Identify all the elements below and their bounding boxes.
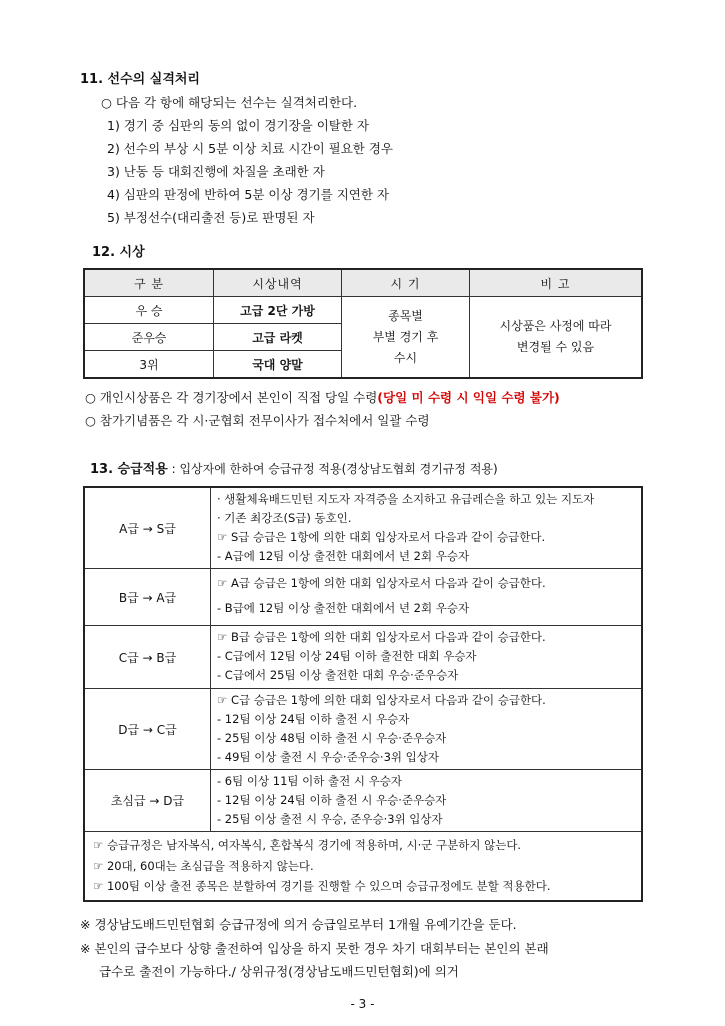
rule-line: - C급에서 25팀 이상 출전한 대회 우승·준우승자 <box>217 668 459 682</box>
rule-line: ☞ A급 승급은 1항에 의한 대회 입상자로서 다음과 같이 승급한다. <box>217 576 546 590</box>
table-row <box>84 626 642 689</box>
award-table <box>83 268 643 379</box>
timing-line: 종목별 <box>388 308 423 323</box>
rule-line: - 6팀 이상 11팀 이하 출전 시 우승자 <box>217 774 402 788</box>
upward-entry-note: ※ 본인의 급수보다 상향 출전하여 입상을 하지 못한 경우 차기 대회부터는 본인의 본래 <box>80 941 549 956</box>
upward-entry-note-cont: 급수로 출전이 가능하다./ 상위규정(경상남도배드민턴협회)에 의거 <box>99 964 459 979</box>
disqualify-item: 4) 심판의 판정에 반하여 5분 이상 경기를 지연한 자 <box>107 187 389 202</box>
rule-line: · 기존 최강조(S급) 동호인. <box>217 511 352 525</box>
note-line: ☞ 100팀 이상 출전 종목은 분할하여 경기를 진행할 수 있으며 승급규정에도 분할 적용한다. <box>93 879 551 893</box>
rank-cell: 준우승 <box>84 324 214 351</box>
section-11-intro: ○ 다음 각 항에 해당되는 선수는 실격처리한다. <box>101 95 358 110</box>
personal-prize-text: ○ 개인시상품은 각 경기장에서 본인이 직접 당일 수령 <box>85 390 378 405</box>
remark-line: 변경될 수 있음 <box>516 340 595 354</box>
rule-line: - 25팀 이상 출전 시 우승, 준우승·3위 입상자 <box>217 812 443 826</box>
award-table-header <box>84 269 642 297</box>
grade-rules <box>211 487 643 569</box>
promotion-notes <box>84 832 642 901</box>
note-line: ☞ 승급규정은 남자복식, 여자복식, 혼합복식 경기에 적용하며, 시·군 구분하지 않는다. <box>93 838 522 852</box>
rule-line: - B급에 12팀 이상 출전한 대회에서 년 2회 우승자 <box>217 601 470 615</box>
souvenir-note: ○ 참가기념품은 각 시·군협회 전무이사가 접수처에서 일괄 수령 <box>85 413 430 428</box>
timing-cell <box>342 297 470 379</box>
prize-cell: 고급 2단 가방 <box>214 297 342 324</box>
rank-cell: 우 승 <box>84 297 214 324</box>
section-13-subtitle: : 입상자에 한하여 승급규정 적용(경상남도협회 경기규정 적용) <box>167 462 498 476</box>
table-row <box>84 770 642 832</box>
page-number: - 3 - <box>350 997 375 1011</box>
disqualify-item: 1) 경기 중 심판의 동의 없이 경기장을 이탈한 자 <box>107 118 369 133</box>
rule-line: - A급에 12팀 이상 출전한 대회에서 년 2회 우승자 <box>217 549 470 563</box>
rule-line: ☞ B급 승급은 1항에 의한 대회 입상자로서 다음과 같이 승급한다. <box>217 630 546 644</box>
remark-cell <box>470 297 643 379</box>
grade-rules <box>211 569 643 626</box>
rule-line: · 생활체육배드민턴 지도자 자격증을 소지하고 유급레슨을 하고 있는 지도자 <box>217 492 595 506</box>
grade-rules <box>211 770 643 832</box>
disqualify-item: 5) 부정선수(대리출전 등)로 판명된 자 <box>107 210 315 225</box>
rule-line: ☞ S급 승급은 1항에 의한 대회 입상자로서 다음과 같이 승급한다. <box>217 530 546 544</box>
header-cell: 비 고 <box>470 269 643 297</box>
grace-period-note: ※ 경상남도배드민턴협회 승급규정에 의거 승급일로부터 1개월 유예기간을 둔다. <box>80 917 517 932</box>
section-13-title: 13. 승급적용 <box>90 462 168 477</box>
header-cell: 시 기 <box>342 269 470 297</box>
grade-label: 초심급 → D급 <box>84 770 211 832</box>
grade-label: D급 → C급 <box>84 689 211 770</box>
grade-rules <box>211 689 643 770</box>
rule-line: ☞ C급 승급은 1항에 의한 대회 입상자로서 다음과 같이 승급한다. <box>217 693 546 707</box>
header-cell: 시상내역 <box>214 269 342 297</box>
prize-cell: 국대 양말 <box>214 351 342 379</box>
rule-line: - 25팀 이상 48팀 이하 출전 시 우승·준우승자 <box>217 731 447 745</box>
timing-line: 수시 <box>393 350 418 365</box>
section-13-heading <box>90 458 498 477</box>
header-cell: 구 분 <box>84 269 214 297</box>
remark-line: 시상품은 사정에 따라 <box>499 319 612 333</box>
prize-cell: 고급 라켓 <box>214 324 342 351</box>
grade-label: A급 → S급 <box>84 487 211 569</box>
grade-label: C급 → B급 <box>84 626 211 689</box>
promotion-table <box>83 486 643 902</box>
table-row <box>84 297 642 324</box>
rule-line: - C급에서 12팀 이상 24팀 이하 출전한 대회 우승자 <box>217 649 477 663</box>
table-row <box>84 832 642 901</box>
rule-line: - 12팀 이상 24팀 이하 출전 시 우승자 <box>217 712 410 726</box>
personal-prize-note <box>85 388 560 406</box>
disqualify-item: 3) 난동 등 대회진행에 차질을 초래한 자 <box>107 164 325 179</box>
rule-line: - 49팀 이상 출전 시 우승·준우승·3위 입상자 <box>217 750 439 764</box>
table-row <box>84 689 642 770</box>
grade-label: B급 → A급 <box>84 569 211 626</box>
rule-line: - 12팀 이상 24팀 이하 출전 시 우승·준우승자 <box>217 793 447 807</box>
section-12-title: 12. 시상 <box>92 245 145 260</box>
note-line: ☞ 20대, 60대는 초심급을 적용하지 않는다. <box>93 858 314 873</box>
rank-cell: 3위 <box>84 351 214 379</box>
section-11-title: 11. 선수의 실격처리 <box>80 72 200 87</box>
grade-rules <box>211 626 643 689</box>
disqualify-item: 2) 선수의 부상 시 5분 이상 치료 시간이 필요한 경우 <box>107 141 393 156</box>
timing-line: 부별 경기 후 <box>372 329 439 344</box>
table-row <box>84 569 642 626</box>
personal-prize-warning: (당일 미 수령 시 익일 수령 불가) <box>377 390 560 405</box>
table-row <box>84 487 642 569</box>
